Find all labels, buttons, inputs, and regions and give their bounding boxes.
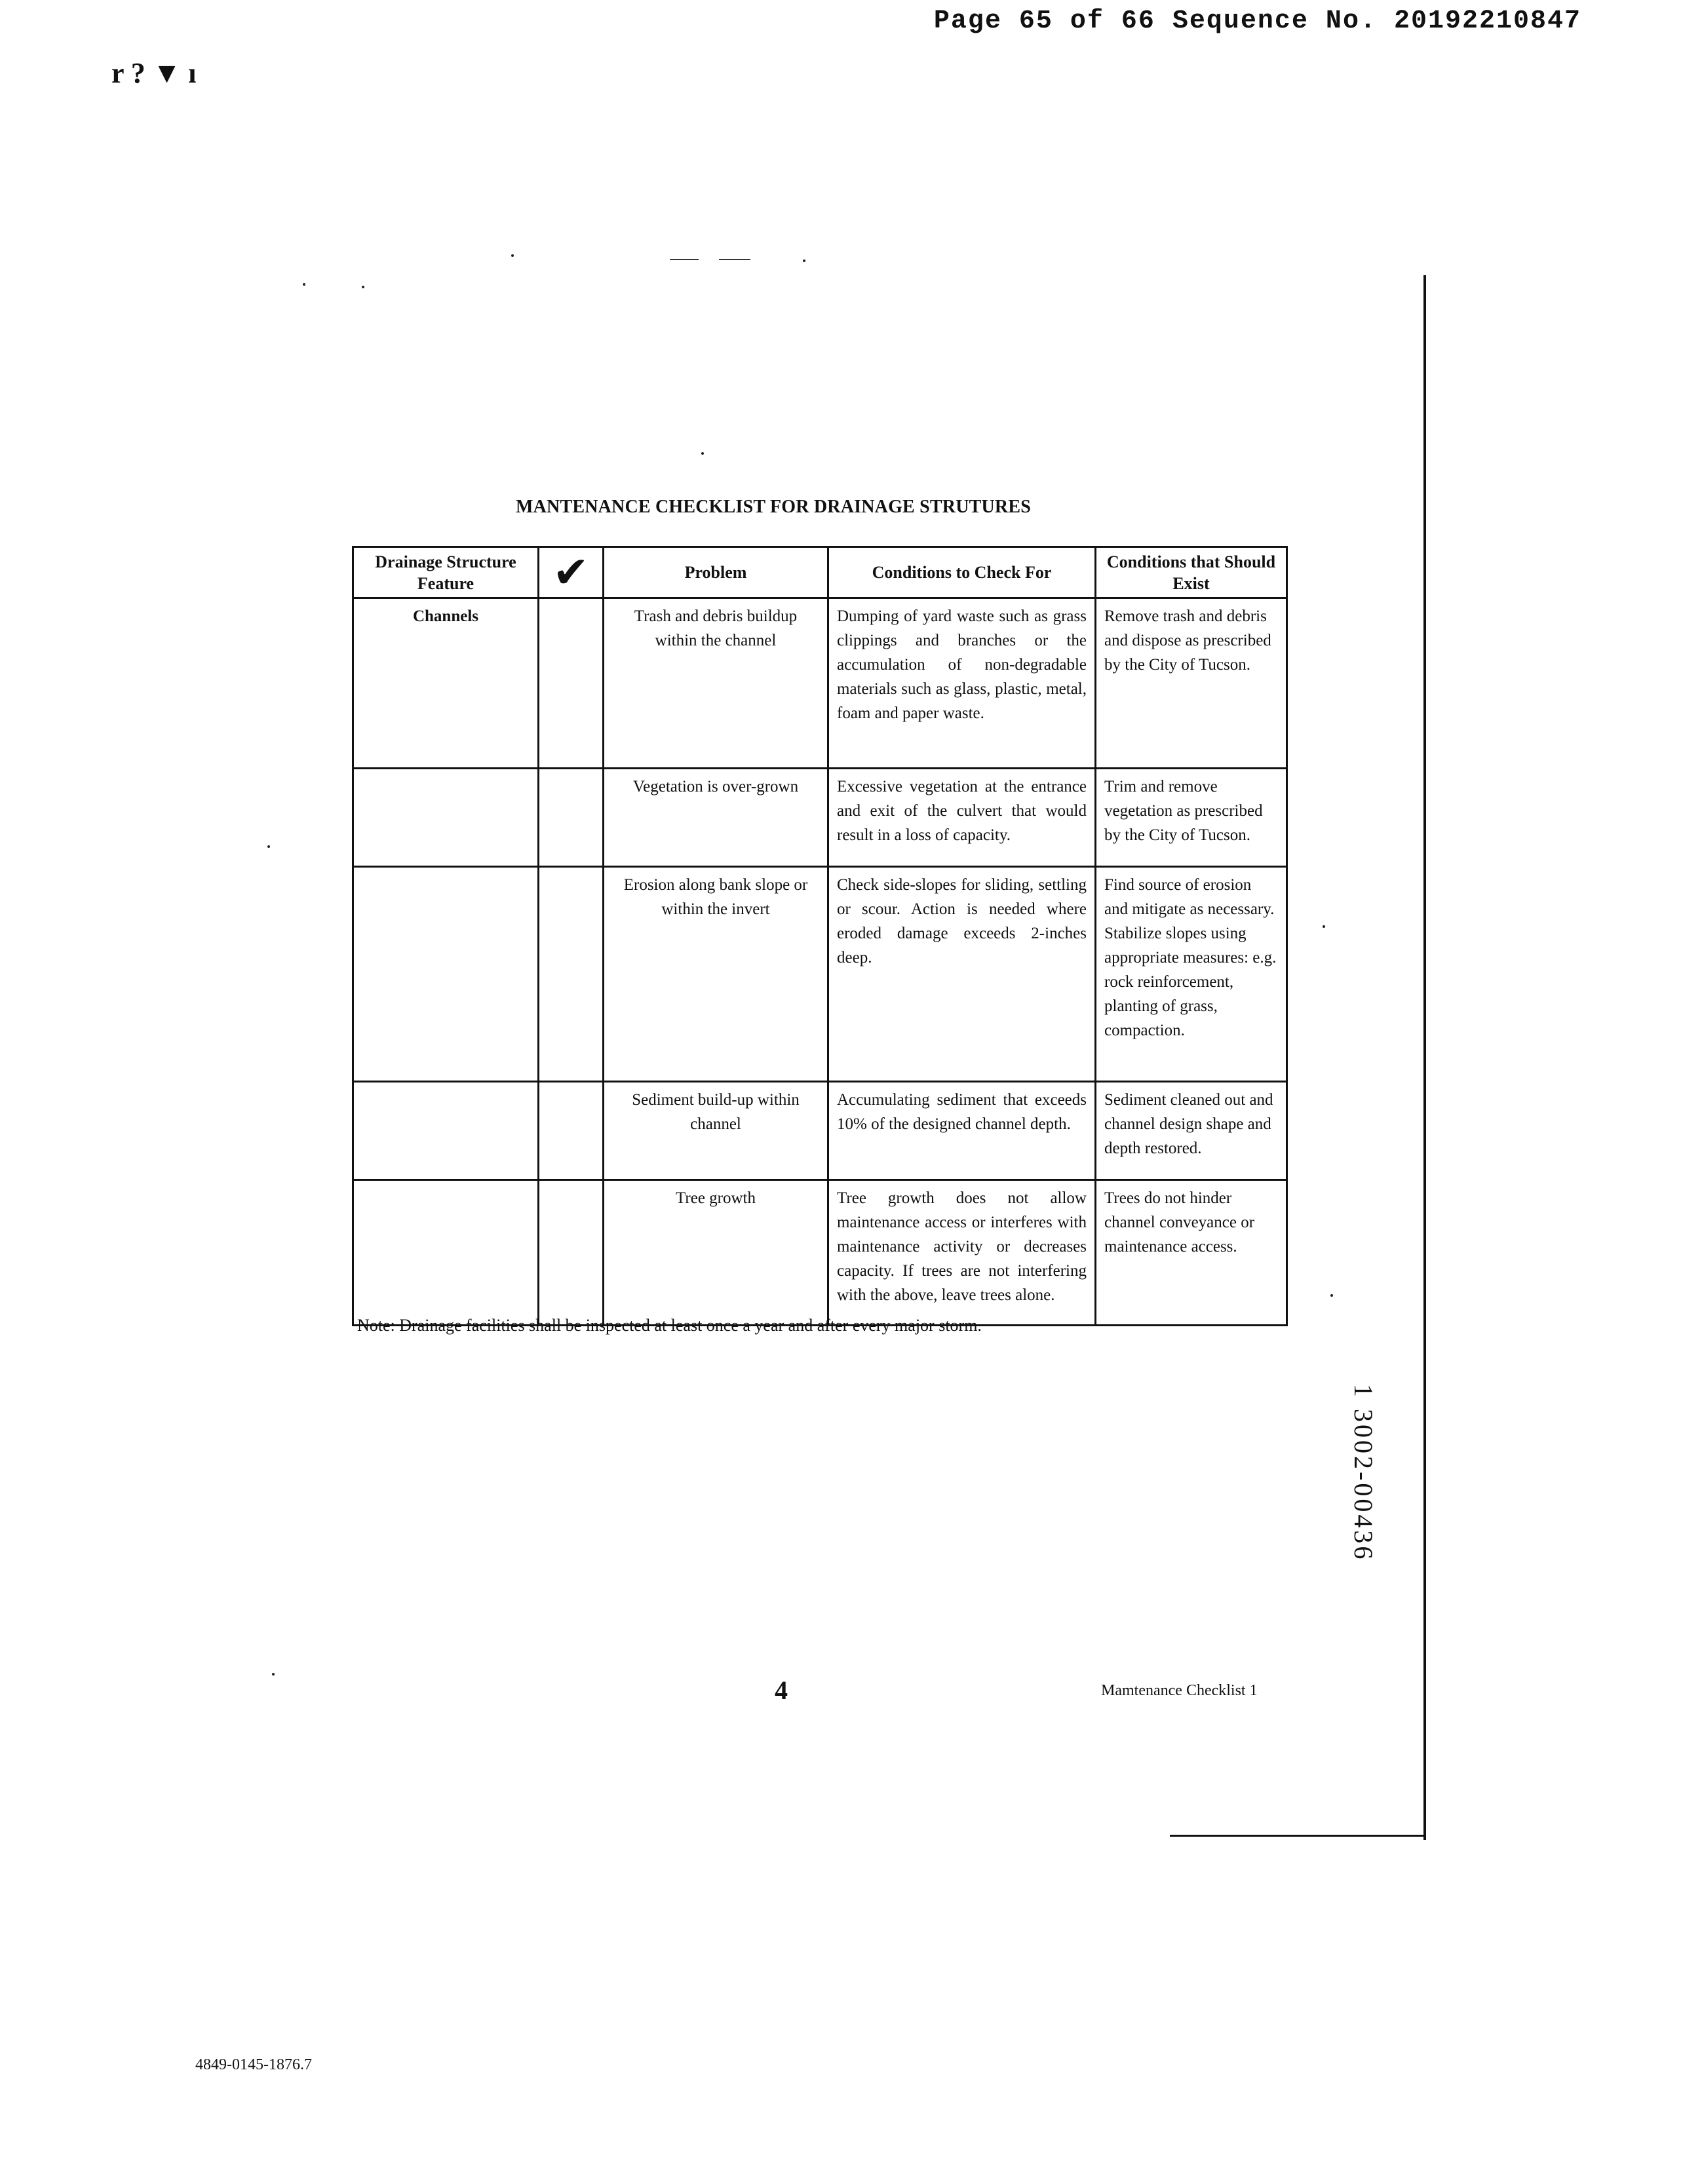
table-row — [353, 867, 1287, 1082]
scan-dash — [670, 259, 699, 260]
conditions-cell: Dumping of yard waste such as grass clippings and branches or the accumulation of non-degradable materials such as glass, plastic, metal, foam and paper waste. — [828, 598, 1096, 769]
conditions-cell: Check side-slopes for sliding, settling or scour. Action is needed where eroded damage exceeds 2-inches deep. — [828, 867, 1096, 1082]
should-exist-cell: Trim and remove vegetation as prescribed by the City of Tucson. — [1096, 769, 1287, 867]
scan-dot — [303, 283, 305, 286]
header-problem: Problem — [604, 547, 828, 598]
problem-cell: Erosion along bank slope or within the invert — [604, 867, 828, 1082]
should-exist-cell: Find source of erosion and mitigate as necessary. Stabilize slopes using appropriate measures: e.g. rock reinforcement, planting of grass, compaction. — [1096, 867, 1287, 1082]
check-cell — [539, 1082, 604, 1180]
header-should-exist: Conditions that Should Exist — [1096, 547, 1287, 598]
scan-dash — [719, 259, 750, 260]
feature-cell: Channels — [353, 598, 539, 769]
scan-dot — [272, 1673, 275, 1676]
should-exist-cell: Trees do not hinder channel conveyance or maintenance access. — [1096, 1180, 1287, 1326]
check-cell — [539, 867, 604, 1082]
page-edge-line — [1170, 1835, 1425, 1837]
scan-dot — [1330, 1294, 1333, 1297]
problem-cell: Sediment build-up within channel — [604, 1082, 828, 1180]
conditions-cell: Accumulating sediment that exceeds 10% of the designed channel depth. — [828, 1082, 1096, 1180]
conditions-cell: Tree growth does not allow maintenance access or interferes with maintenance activity or decreases capacity. If trees are not interfering with the above, leave trees alone. — [828, 1180, 1096, 1326]
feature-cell — [353, 867, 539, 1082]
feature-cell — [353, 769, 539, 867]
table-row — [353, 1082, 1287, 1180]
problem-cell: Tree growth — [604, 1180, 828, 1326]
scan-dot — [701, 452, 704, 455]
feature-cell — [353, 1082, 539, 1180]
checkmark-icon: ✔ — [552, 546, 589, 598]
checklist-title: MANTENANCE CHECKLIST FOR DRAINAGE STRUTURES — [516, 497, 1031, 517]
table-header-row — [353, 547, 1287, 598]
vertical-stamp: 1 3002-00436 — [1349, 1384, 1378, 1562]
check-cell — [539, 769, 604, 867]
check-cell — [539, 598, 604, 769]
should-exist-cell: Sediment cleaned out and channel design shape and depth restored. — [1096, 1082, 1287, 1180]
table-row — [353, 598, 1287, 769]
table-row — [353, 1180, 1287, 1326]
header-check — [539, 547, 604, 598]
problem-cell: Vegetation is over-grown — [604, 769, 828, 867]
scan-dot — [511, 254, 514, 257]
scan-dot — [362, 286, 364, 288]
conditions-cell: Excessive vegetation at the entrance and exit of the culvert that would result in a loss of capacity. — [828, 769, 1096, 867]
page-edge-line — [1423, 275, 1426, 1840]
footer-label: Mamtenance Checklist 1 — [1101, 1682, 1258, 1699]
header-feature: Drainage Structure Feature — [353, 547, 539, 598]
scan-dot — [267, 845, 270, 848]
table-row — [353, 769, 1287, 867]
page-number: 4 — [775, 1676, 788, 1705]
scan-dot — [1323, 925, 1325, 928]
problem-cell: Trash and debris buildup within the channel — [604, 598, 828, 769]
document-id: 4849-0145-1876.7 — [195, 2056, 312, 2073]
scan-marks: r ? ▼ ı — [111, 57, 197, 89]
check-cell — [539, 1180, 604, 1326]
maintenance-checklist-table — [352, 546, 1288, 1326]
inspection-note: Note: Drainage facilities shall be inspected at least once a year and after every major storm. — [357, 1316, 982, 1335]
feature-cell — [353, 1180, 539, 1326]
scan-dot — [803, 259, 805, 262]
page-sequence-header: Page 65 of 66 Sequence No. 20192210847 — [933, 7, 1581, 36]
header-conditions: Conditions to Check For — [828, 547, 1096, 598]
should-exist-cell: Remove trash and debris and dispose as prescribed by the City of Tucson. — [1096, 598, 1287, 769]
